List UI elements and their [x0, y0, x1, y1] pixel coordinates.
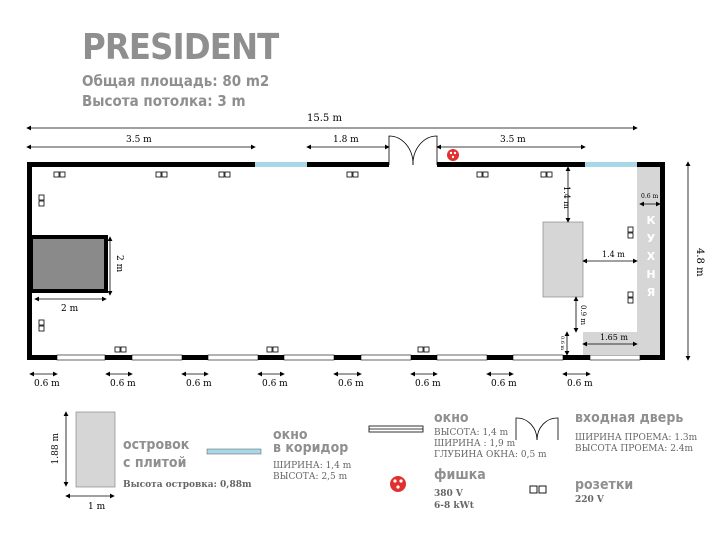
- total-area: Общая площадь: 80 m2: [82, 72, 270, 90]
- legend-corridor-l2: ВЫСОТА: 2,5 m: [273, 472, 348, 482]
- legend-door-l1: ШИРИНА ПРОЕМА: 1.3m: [575, 433, 698, 443]
- legend-socket-title: розетки: [575, 477, 634, 493]
- dim-height: 4.8 m: [694, 248, 705, 277]
- dim-door-gap: 1.8 m: [333, 135, 359, 145]
- gray-box: [31, 237, 106, 291]
- dim-bottom-6: 0.6 m: [415, 379, 441, 389]
- dim-bottom-4: 0.6 m: [262, 379, 288, 389]
- dim-island-top: 1.4 m: [562, 186, 571, 209]
- dim-kitchen-end: 0.6 m: [559, 336, 565, 351]
- dim-total-length: 15.5 m: [307, 113, 342, 124]
- legend-window-l1: ВЫСОТА: 1,4 m: [434, 428, 509, 438]
- legend-island-title-1: островок: [123, 437, 190, 453]
- dim-top-right: 3.5 m: [500, 135, 526, 145]
- legend-island-w: 1 m: [88, 502, 106, 512]
- dim-box-h: 2 m: [114, 255, 124, 273]
- legend-island-shape: [76, 412, 115, 487]
- dim-island-bottom: 0.9 m: [579, 305, 587, 325]
- legend-corridor-title-1: окно: [273, 427, 308, 443]
- island: [543, 222, 583, 297]
- dim-top-left: 3.5 m: [126, 135, 152, 145]
- legend-door-shape: [516, 418, 558, 440]
- legend-socket-icon: [530, 486, 546, 493]
- legend-corridor-l1: ШИРИНА: 1,4 m: [273, 461, 352, 471]
- legend-window-shape: [369, 426, 423, 432]
- corridor-window-1: [255, 162, 307, 167]
- legend-window-l2: ШИРИНА : 1,9 m: [434, 439, 516, 449]
- dim-bottom-8: 0.6 m: [567, 379, 593, 389]
- dim-box-w: 2 m: [61, 304, 79, 314]
- legend-corridor-window-shape: [207, 449, 261, 454]
- legend-island-h: 1.88 m: [51, 433, 61, 465]
- dim-kitchen-length: 1.65 m: [600, 333, 628, 342]
- legend-door-title: входная дверь: [575, 410, 684, 426]
- legend-plug-l2: 6-8 kWt: [434, 501, 474, 511]
- dim-bottom-7: 0.6 m: [491, 379, 517, 389]
- dim-bottom-2: 0.6 m: [110, 379, 136, 389]
- dim-bottom-5: 0.6 m: [338, 379, 364, 389]
- legend-door-l2: ВЫСОТА ПРОЕМА: 2.4m: [575, 444, 694, 454]
- legend-corridor-title-2: в коридор: [273, 440, 349, 456]
- legend-socket-l1: 220 V: [575, 495, 604, 505]
- entrance-door: [389, 136, 437, 165]
- legend-plug-l1: 380 V: [434, 489, 463, 499]
- power-plug-icon: [447, 149, 459, 161]
- legend-window-l3: ГЛУБИНА ОКНА: 0,5 m: [434, 450, 547, 460]
- ceiling-height: Высота потолка: 3 m: [82, 92, 246, 110]
- plan-title: PRESIDENT: [82, 27, 279, 68]
- legend-plug-title: фишка: [434, 467, 486, 483]
- legend-island-title-2: с плитой: [123, 455, 187, 471]
- corridor-window-2: [585, 162, 637, 167]
- legend-window-title: окно: [434, 410, 469, 426]
- dim-kitchen-width: 0.6 m: [641, 193, 659, 200]
- kitchen-label: КУХНЯ: [646, 214, 656, 299]
- dim-bottom-1: 0.6 m: [34, 379, 60, 389]
- dim-bottom-3: 0.6 m: [186, 379, 212, 389]
- dim-island-right: 1.4 m: [602, 250, 625, 259]
- legend-plug-icon: [390, 476, 406, 492]
- legend-island-note: Высота островка: 0,88m: [123, 480, 252, 490]
